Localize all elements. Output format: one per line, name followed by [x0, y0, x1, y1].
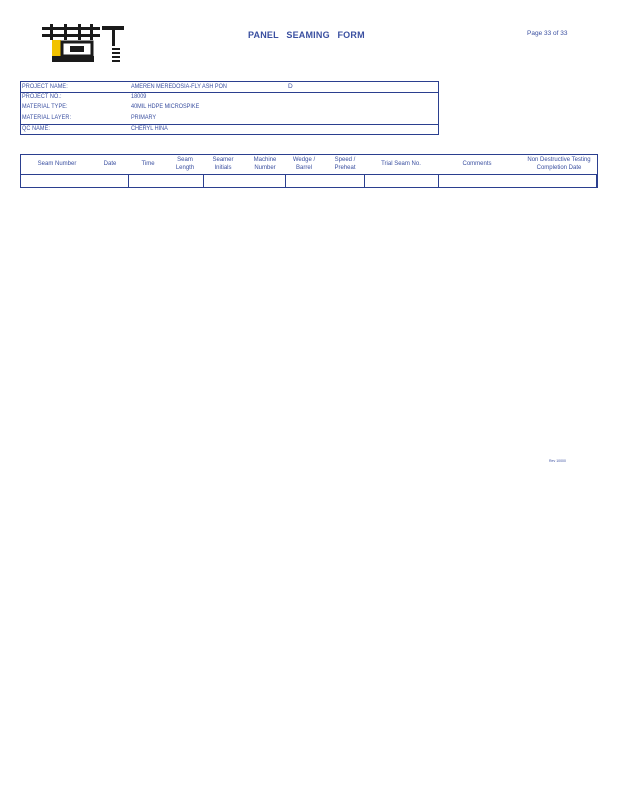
- project-no-row: [21, 92, 438, 102]
- qc-name-value: CHERYL HINA: [131, 125, 168, 132]
- form-title: PANEL SEAMING FORM: [248, 30, 365, 40]
- col-trial-seam-no: Trial Seam No.: [381, 161, 421, 167]
- material-type-value: 40MIL HDPE MICROSPIKE: [131, 103, 200, 110]
- col-wedge-barrel: Wedge / Barrel: [292, 157, 316, 171]
- material-layer-label: MATERIAL LAYER:: [22, 114, 72, 121]
- col-speed-preheat: Speed / Preheat: [334, 157, 356, 171]
- qc-name-label: QC NAME:: [22, 125, 51, 132]
- column-divider: [596, 174, 597, 188]
- col-seamer-initials: Seamer Initials: [212, 157, 234, 171]
- col-machine-number: Machine Number: [253, 157, 277, 171]
- material-layer-value: PRIMARY: [131, 114, 157, 121]
- column-divider: [203, 174, 204, 188]
- column-divider: [128, 174, 129, 188]
- col-comments: Comments: [462, 161, 492, 167]
- project-no-value: 18009: [131, 93, 147, 100]
- project-name-row: [21, 82, 438, 92]
- column-divider: [285, 174, 286, 188]
- qc-name-row: [21, 124, 438, 134]
- col-ndt-completion-date: Non Destructive Testing Completion Date: [527, 157, 591, 171]
- project-info-box: [20, 81, 439, 135]
- column-divider: [438, 174, 439, 188]
- project-name-label: PROJECT NAME:: [22, 83, 68, 90]
- project-name-value-suffix: D: [288, 83, 293, 90]
- header-divider: [21, 174, 597, 175]
- material-type-label: MATERIAL TYPE:: [22, 103, 68, 110]
- page-number: Page 33 of 33: [527, 30, 568, 37]
- company-logo: [40, 24, 130, 66]
- col-seam-number: Seam Number: [37, 161, 77, 167]
- col-date: Date: [103, 161, 117, 167]
- col-seam-length: Seam Length: [175, 157, 195, 171]
- column-divider: [364, 174, 365, 188]
- material-layer-row: [21, 113, 438, 123]
- project-name-value: AMEREN MEREDOSIA-FLY ASH PON: [131, 83, 227, 90]
- project-no-label: PROJECT NO.:: [22, 93, 62, 100]
- seam-table: [20, 154, 598, 188]
- col-time: Time: [141, 161, 155, 167]
- revision-note: Rev 10000: [549, 459, 566, 463]
- material-type-row: [21, 102, 438, 112]
